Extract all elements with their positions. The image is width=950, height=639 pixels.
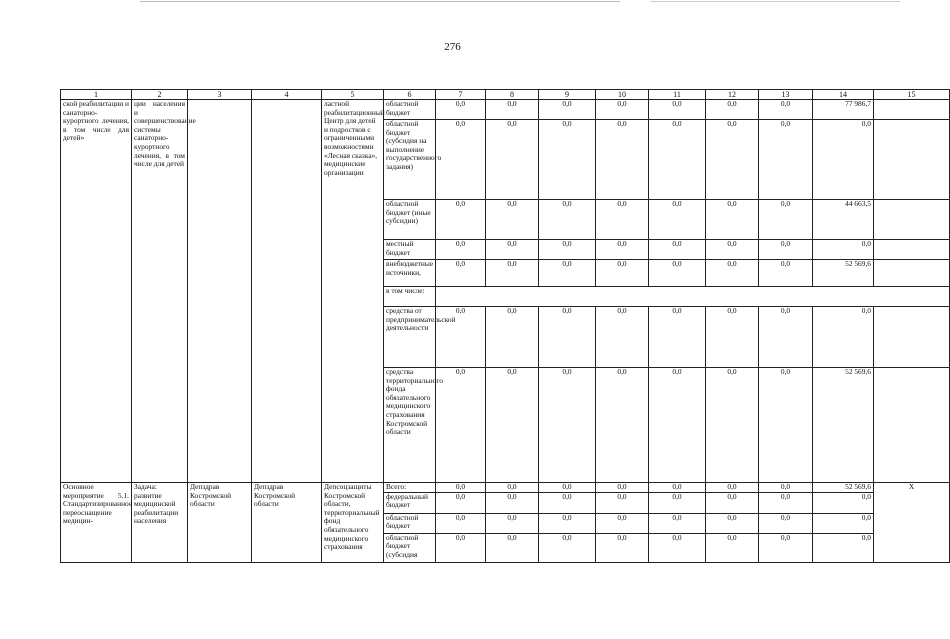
- cell-value: 0,0: [436, 200, 486, 240]
- cell-value: 0,0: [596, 533, 649, 562]
- cell-value: 0,0: [486, 368, 539, 483]
- cell-value: 0,0: [436, 260, 486, 287]
- cell-measure-name: ской реабилитации и санаторно-курортного лечения, в том числе для детей»: [61, 100, 132, 483]
- cell-funding-source: Всего:: [384, 483, 436, 493]
- cell-funding-source: областной бюджет (субсидия: [384, 533, 436, 562]
- cell-value: 0,0: [706, 492, 759, 513]
- cell-value: 0,0: [486, 100, 539, 120]
- cell-funding-source: областной бюджет: [384, 513, 436, 533]
- cell-participants: Депсоцзащиты Костромской области, территориальный фонд обязательного медицинского страхования: [322, 483, 384, 563]
- cell-value: 0,0: [759, 368, 813, 483]
- header-cell: 14: [813, 90, 874, 100]
- cell-participants: ластной реабилитационный Центр для детей и подростков с ограниченными возможностями «Лесная сказка», медицинские организации: [322, 100, 384, 483]
- cell-value: 0,0: [706, 240, 759, 260]
- cell-indicator: [874, 200, 950, 240]
- cell-value: 0,0: [759, 492, 813, 513]
- cell-responsible: [188, 100, 252, 483]
- cell-value: 0,0: [649, 368, 706, 483]
- cell-value: 0,0: [539, 533, 596, 562]
- cell-total: 0,0: [813, 240, 874, 260]
- cell-value: 0,0: [649, 260, 706, 287]
- cell-value: 0,0: [759, 100, 813, 120]
- cell-value: 0,0: [596, 492, 649, 513]
- cell-total: 52 569,6: [813, 368, 874, 483]
- cell-empty-span: [436, 287, 950, 307]
- cell-value: 0,0: [436, 483, 486, 493]
- cell-value: 0,0: [706, 307, 759, 368]
- cell-total: 52 569,6: [813, 260, 874, 287]
- scan-artifact-line: [650, 1, 900, 2]
- cell-value: 0,0: [706, 200, 759, 240]
- cell-value: 0,0: [539, 240, 596, 260]
- cell-value: 0,0: [596, 240, 649, 260]
- table-row: [61, 483, 950, 493]
- cell-value: 0,0: [759, 260, 813, 287]
- cell-value: 0,0: [759, 307, 813, 368]
- cell-indicator: [874, 240, 950, 260]
- financing-table: [60, 89, 950, 563]
- cell-funding-source: средства территориального фонда обязательного медицинского страхования Костромской области: [384, 368, 436, 483]
- cell-value: 0,0: [539, 368, 596, 483]
- cell-total: 0,0: [813, 492, 874, 513]
- cell-value: 0,0: [486, 240, 539, 260]
- cell-total: 0,0: [813, 120, 874, 200]
- cell-value: 0,0: [539, 200, 596, 240]
- scan-artifact-line: [140, 1, 620, 2]
- cell-value: 0,0: [486, 513, 539, 533]
- cell-value: 0,0: [759, 483, 813, 493]
- cell-indicator: [874, 368, 950, 483]
- cell-total: 0,0: [813, 513, 874, 533]
- cell-value: 0,0: [436, 240, 486, 260]
- header-cell: 12: [706, 90, 759, 100]
- cell-value: 0,0: [649, 483, 706, 493]
- cell-value: 0,0: [596, 483, 649, 493]
- cell-funding-source: областной бюджет: [384, 100, 436, 120]
- cell-total: 44 663,5: [813, 200, 874, 240]
- cell-value: 0,0: [596, 120, 649, 200]
- cell-value: 0,0: [649, 100, 706, 120]
- cell-responsible: Депздрав Костромской области: [188, 483, 252, 563]
- header-cell: 6: [384, 90, 436, 100]
- cell-value: 0,0: [706, 368, 759, 483]
- cell-total: 0,0: [813, 307, 874, 368]
- cell-value: 0,0: [539, 483, 596, 493]
- header-cell: 8: [486, 90, 539, 100]
- header-cell: 2: [132, 90, 188, 100]
- cell-total: 52 569,6: [813, 483, 874, 493]
- header-row: [61, 90, 950, 100]
- cell-measure-name: Основное мероприятие 5.1. Стандартизированное переоснащение медицин-: [61, 483, 132, 563]
- cell-value: 0,0: [706, 100, 759, 120]
- header-cell: 15: [874, 90, 950, 100]
- cell-funding-source: местный бюджет: [384, 240, 436, 260]
- cell-indicator: [874, 260, 950, 287]
- header-cell: 13: [759, 90, 813, 100]
- page-number: 276: [444, 41, 461, 53]
- cell-value: 0,0: [596, 307, 649, 368]
- cell-value: 0,0: [649, 492, 706, 513]
- cell-value: 0,0: [539, 513, 596, 533]
- cell-value: 0,0: [486, 307, 539, 368]
- cell-funding-source: внебюджетные источники,: [384, 260, 436, 287]
- cell-coexecutor: [252, 100, 322, 483]
- cell-value: 0,0: [649, 533, 706, 562]
- cell-value: 0,0: [436, 100, 486, 120]
- cell-value: 0,0: [539, 120, 596, 200]
- cell-value: 0,0: [706, 533, 759, 562]
- header-cell: 3: [188, 90, 252, 100]
- cell-value: 0,0: [759, 513, 813, 533]
- cell-value: 0,0: [486, 260, 539, 287]
- cell-indicator: [874, 307, 950, 368]
- header-cell: 4: [252, 90, 322, 100]
- cell-goal-task: ции населения и совершенствование системы санаторно-курортного лечения, в том числе для детей: [132, 100, 188, 483]
- cell-value: 0,0: [486, 492, 539, 513]
- cell-indicator: [874, 120, 950, 200]
- cell-funding-source: в том числе:: [384, 287, 436, 307]
- cell-funding-source: средства от предпринимательской деятельности: [384, 307, 436, 368]
- cell-value: 0,0: [706, 260, 759, 287]
- cell-total: 77 986,7: [813, 100, 874, 120]
- cell-value: 0,0: [539, 307, 596, 368]
- cell-value: 0,0: [596, 100, 649, 120]
- cell-total: 0,0: [813, 533, 874, 562]
- cell-value: 0,0: [436, 307, 486, 368]
- cell-value: 0,0: [649, 120, 706, 200]
- cell-value: 0,0: [706, 120, 759, 200]
- cell-value: 0,0: [436, 533, 486, 562]
- cell-value: 0,0: [539, 100, 596, 120]
- cell-value: 0,0: [596, 200, 649, 240]
- header-cell: 7: [436, 90, 486, 100]
- cell-value: 0,0: [649, 240, 706, 260]
- cell-value: 0,0: [759, 240, 813, 260]
- cell-value: 0,0: [486, 533, 539, 562]
- cell-value: 0,0: [759, 120, 813, 200]
- cell-value: 0,0: [759, 533, 813, 562]
- header-cell: 11: [649, 90, 706, 100]
- header-cell: 5: [322, 90, 384, 100]
- cell-value: 0,0: [436, 513, 486, 533]
- cell-value: 0,0: [596, 513, 649, 533]
- header-cell: 10: [596, 90, 649, 100]
- cell-value: 0,0: [596, 260, 649, 287]
- cell-value: 0,0: [649, 513, 706, 533]
- cell-value: 0,0: [706, 483, 759, 493]
- cell-indicator: Х: [874, 483, 950, 563]
- table-row: [61, 100, 950, 120]
- cell-value: 0,0: [649, 307, 706, 368]
- cell-funding-source: областной бюджет (субсидия на выполнение государственного задания): [384, 120, 436, 200]
- header-cell: 9: [539, 90, 596, 100]
- cell-coexecutor: Депздрав Костромской области: [252, 483, 322, 563]
- cell-value: 0,0: [486, 200, 539, 240]
- cell-value: 0,0: [596, 368, 649, 483]
- cell-value: 0,0: [539, 492, 596, 513]
- cell-value: 0,0: [436, 492, 486, 513]
- header-cell: 1: [61, 90, 132, 100]
- cell-value: 0,0: [759, 200, 813, 240]
- cell-value: 0,0: [486, 120, 539, 200]
- cell-indicator: [874, 100, 950, 120]
- cell-value: 0,0: [436, 368, 486, 483]
- cell-value: 0,0: [436, 120, 486, 200]
- cell-value: 0,0: [649, 200, 706, 240]
- cell-funding-source: областной бюджет (иные субсидии): [384, 200, 436, 240]
- cell-value: 0,0: [486, 483, 539, 493]
- cell-goal-task: Задача: развитие медицинской реабилитации населения: [132, 483, 188, 563]
- cell-value: 0,0: [539, 260, 596, 287]
- cell-funding-source: федеральный бюджет: [384, 492, 436, 513]
- cell-value: 0,0: [706, 513, 759, 533]
